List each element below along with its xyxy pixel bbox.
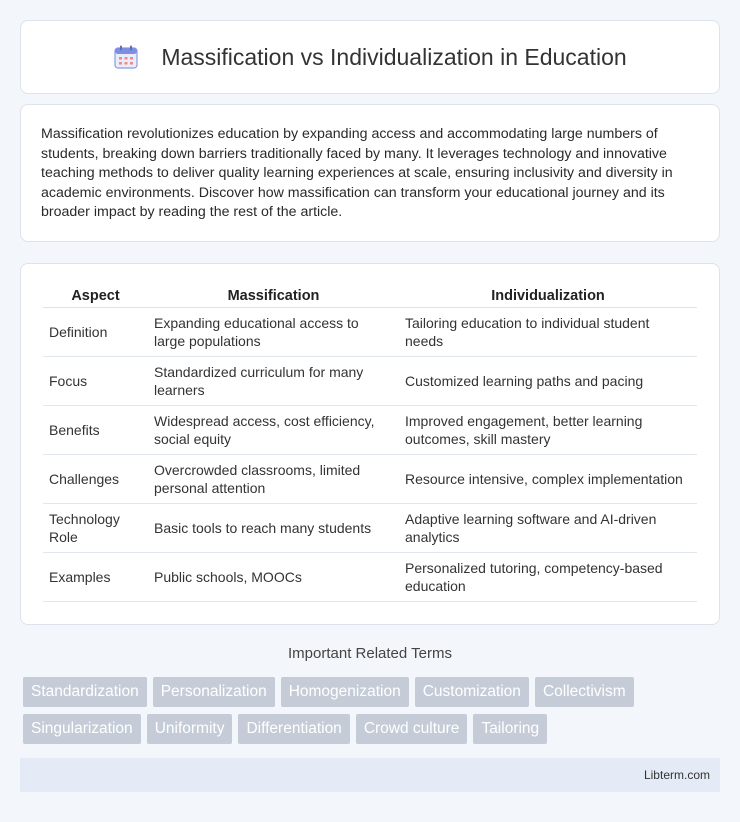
table-cell: Improved engagement, better learning outcomes, skill mastery: [399, 406, 697, 455]
table-cell: Customized learning paths and pacing: [399, 357, 697, 406]
tag-uniformity[interactable]: Uniformity: [147, 714, 233, 744]
header-aspect: Aspect: [43, 284, 148, 308]
tag-standardization[interactable]: Standardization: [23, 677, 147, 707]
header-individualization: Individualization: [399, 284, 697, 308]
tag-customization[interactable]: Customization: [415, 677, 529, 707]
tag-crowd-culture[interactable]: Crowd culture: [356, 714, 468, 744]
table-cell: Widespread access, cost efficiency, social equity: [148, 406, 399, 455]
table-cell: Challenges: [43, 455, 148, 504]
table-cell: Expanding educational access to large populations: [148, 308, 399, 357]
intro-card: [20, 104, 720, 242]
table-cell: Benefits: [43, 406, 148, 455]
table-row: [43, 308, 697, 357]
table-cell: Focus: [43, 357, 148, 406]
table-row: [43, 455, 697, 504]
calendar-icon: [113, 44, 139, 70]
header-massification: Massification: [148, 284, 399, 308]
tag-homogenization[interactable]: Homogenization: [281, 677, 409, 707]
table-header-row: [43, 284, 697, 308]
related-terms-list: [23, 677, 723, 744]
tag-personalization[interactable]: Personalization: [153, 677, 275, 707]
table-cell: Definition: [43, 308, 148, 357]
tag-singularization[interactable]: Singularization: [23, 714, 141, 744]
table-cell: Personalized tutoring, competency-based education: [399, 553, 697, 602]
table-cell: Overcrowded classrooms, limited personal attention: [148, 455, 399, 504]
page-title: Massification vs Individualization in Education: [161, 43, 627, 70]
table-cell: Examples: [43, 553, 148, 602]
table-cell: Public schools, MOOCs: [148, 553, 399, 602]
footer: [20, 758, 720, 792]
table-row: [43, 357, 697, 406]
intro-text: Massification revolutionizes education by expanding access and accommodating large numbers of students, breaking down barriers traditionally faced by many. It leverages technology and innovative teaching methods to deliver quality learning experiences at scale, ensuring inclusivity and diversity in academic environments. Discover how massification can transform your educational journey and its broader impact by reading the rest of the article.: [41, 126, 673, 221]
table-row: [43, 504, 697, 553]
tag-tailoring[interactable]: Tailoring: [473, 714, 547, 744]
comparison-table: [43, 284, 697, 602]
table-row: [43, 553, 697, 602]
header-card: [20, 20, 720, 94]
table-cell: Adaptive learning software and AI-driven analytics: [399, 504, 697, 553]
table-cell: Tailoring education to individual student needs: [399, 308, 697, 357]
table-cell: Basic tools to reach many students: [148, 504, 399, 553]
tag-collectivism[interactable]: Collectivism: [535, 677, 634, 707]
table-cell: Standardized curriculum for many learners: [148, 357, 399, 406]
footer-brand-link[interactable]: Libterm.com: [643, 768, 710, 782]
table-cell: Resource intensive, complex implementation: [399, 455, 697, 504]
comparison-table-card: [20, 263, 720, 625]
table-cell: Technology Role: [43, 504, 148, 553]
related-terms-title: Important Related Terms: [288, 645, 452, 662]
tag-differentiation[interactable]: Differentiation: [238, 714, 349, 744]
table-row: [43, 406, 697, 455]
